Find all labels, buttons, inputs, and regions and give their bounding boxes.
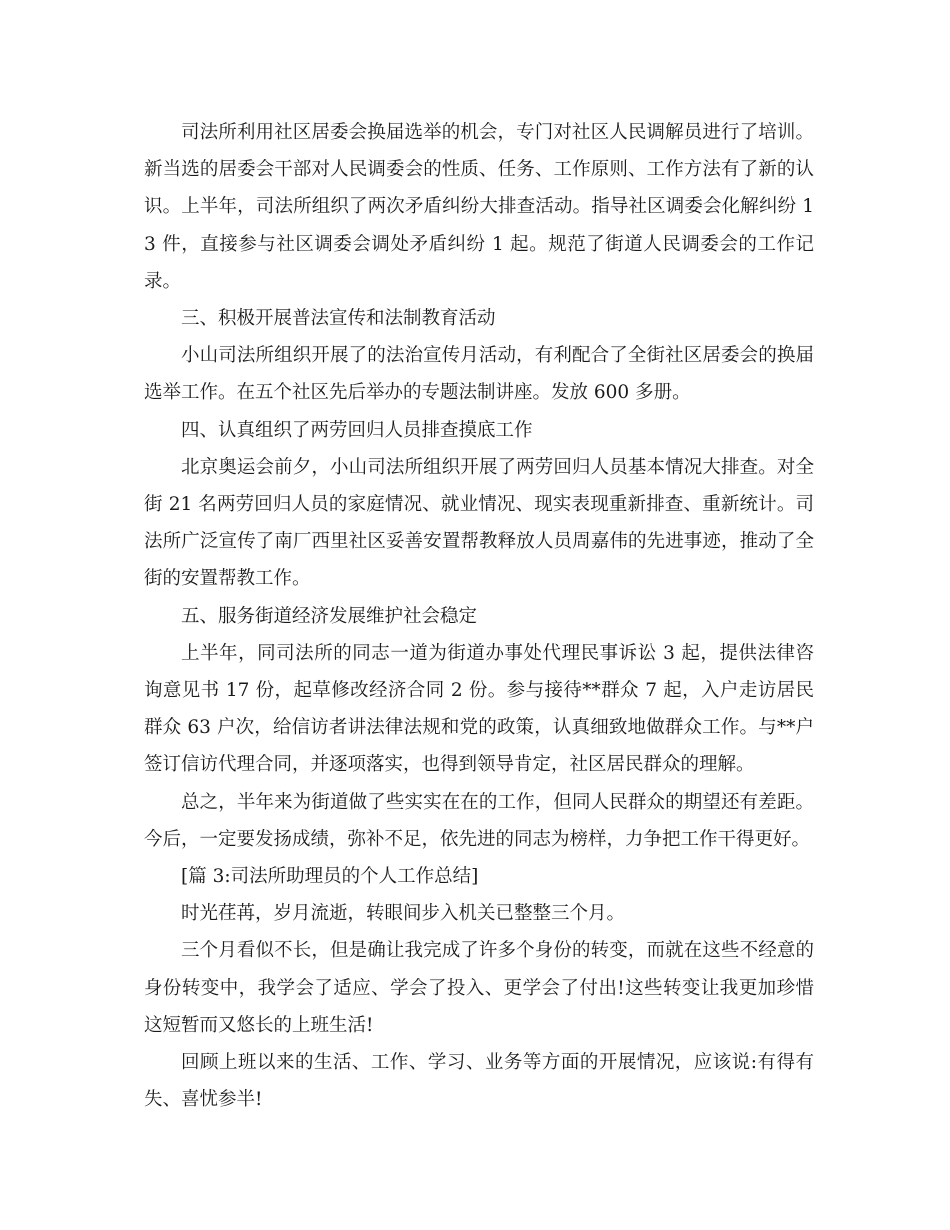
paragraph-resettlement-survey: 北京奥运会前夕，小山司法所组织开展了两劳回归人员基本情况大排查。对全街 21 名两劳回归人员的家庭情况、就业情况、现实表现重新排查、重新统计。司法所广泛宣传了南厂西里社区妥善安置帮教释放人员周嘉伟的先进事迹，推动了全街的安置帮教工作。 (144, 456, 814, 590)
paragraph-economic-service: 上半年，同司法所的同志一道为街道办事处代理民事诉讼 3 起，提供法律咨询意见书 17 份，起草修改经济合同 2 份。参与接待**群众 7 起，入户走访居民群众 63 户次，给信访者讲法律法规和党的政策，认真细致地做群众工作。与**户签订信访代理合同，并逐项落实，也得到领导肯定，社区居民群众的理解。 (144, 642, 814, 776)
paragraph-identity-change: 三个月看似不长，但是确让我完成了许多个身份的转变，而就在这些不经意的身份转变中，我学会了适应、学会了投入、更学会了付出!这些转变让我更加珍惜这短暂而又悠长的上班生活! (144, 940, 814, 1036)
heading-section-four: 四、认真组织了两劳回归人员排查摸底工作 (181, 419, 533, 441)
paragraph-summary: 总之，半年来为街道做了些实实在在的工作，但同人民群众的期望还有差距。今后，一定要发扬成绩，弥补不足，依先进的同志为榜样，力争把工作干得更好。 (144, 791, 814, 850)
paragraph-mediation-training: 司法所利用社区居委会换届选举的机会，专门对社区人民调解员进行了培训。新当选的居委会干部对人民调委会的性质、任务、工作原则、工作方法有了新的认识。上半年，司法所组织了两次矛盾纠纷大排查活动。指导社区调委会化解纠纷 13 件，直接参与社区调委会调处矛盾纠纷 1 起。规范了街道人民调委会的工作记录。 (144, 122, 814, 292)
heading-section-five: 五、服务街道经济发展维护社会稳定 (181, 605, 478, 627)
heading-section-three: 三、积极开展普法宣传和法制教育活动 (181, 308, 496, 330)
article-title: [篇 3:司法所助理员的个人工作总结] (181, 866, 479, 888)
paragraph-time-flies: 时光荏苒，岁月流逝，转眼间步入机关已整整三个月。 (181, 903, 626, 925)
paragraph-review: 回顾上班以来的生活、工作、学习、业务等方面的开展情况，应该说:有得有失、喜忧参半! (144, 1052, 814, 1111)
paragraph-legal-publicity: 小山司法所组织开展了的法治宣传月活动，有利配合了全街社区居委会的换届选举工作。在五个社区先后举办的专题法制讲座。发放 600 多册。 (144, 345, 814, 404)
document-body (144, 114, 814, 1118)
